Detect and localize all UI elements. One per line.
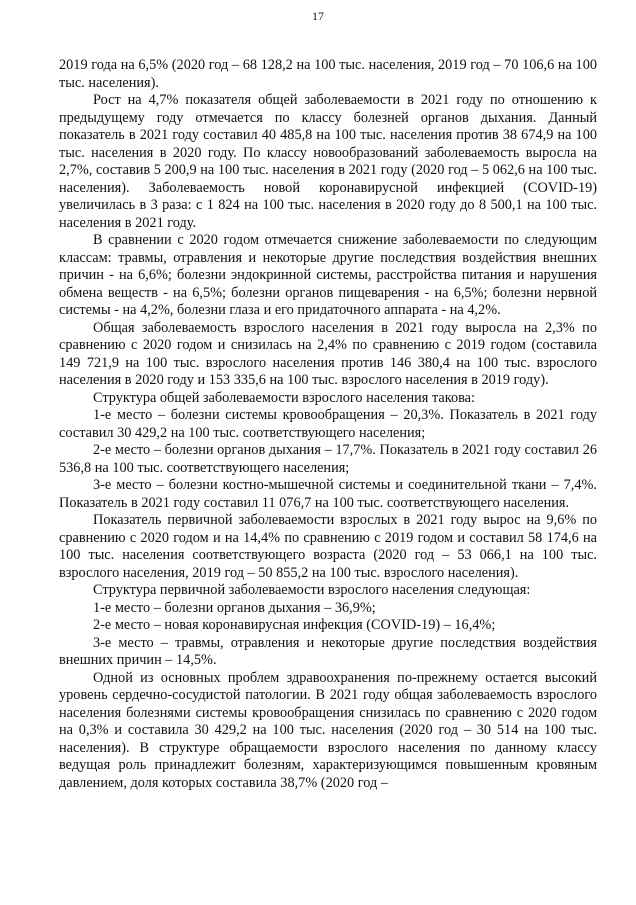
paragraph-cardiovascular: Одной из основных проблем здравоохранения по-прежнему остается высокий уровень сердечно-сосудистой патологии. В 2021 году общая заболеваемость взрослого населения болезнями системы кровообращения снизилась по сравнению с 2020 годом на 0,3% и составила 30 429,2 на 100 тыс. населения (2020 год – 30 514 на 100 тыс. населения). В структуре обращаемости взрослого населения по данному классу ведущая роль принадлежит болезням, характеризующимся повышенным кровяным давлением, доля которых составила 38,7% (2020 год – [59,669,597,791]
list-item-second-place: 2-е место – болезни органов дыхания – 17,7%. Показатель в 2021 году составил 26 536,8 на 100 тыс. соответствующего населения; [59,442,597,476]
list-item-primary-third: 3-е место – травмы, отравления и некоторые другие последствия воздействия внешних причин – 14,5%. [59,634,597,668]
paragraph-primary-structure-heading: Структура первичной заболеваемости взрослого населения следующая: [93,582,531,598]
paragraph-primary-morbidity: Показатель первичной заболеваемости взрослых в 2021 году вырос на 9,6% по сравнению с 2020 годом и на 14,4% по сравнению с 2019 годом и составил 58 174,6 на 100 тыс. населения соответствующего возраста (2020 год – 53 066,1 на 100 тыс. взрослого населения, 2019 год – 50 855,2 на 100 тыс. взрослого населения). [59,512,597,581]
list-item-third-place: 3-е место – болезни костно-мышечной системы и соединительной ткани – 7,4%. Показатель в 2021 году составил 11 076,7 на 100 тыс. соответствующего населения. [59,477,597,511]
list-item-first-place: 1-е место – болезни системы кровообращения – 20,3%. Показатель в 2021 году составил 30 429,2 на 100 тыс. соответствующего населения; [59,407,597,441]
paragraph-decrease-classes: В сравнении с 2020 годом отмечается снижение заболеваемости по следующим классам: травмы, отравления и некоторые другие последствия воздействия внешних причин - на 6,6%; болезни эндокринной системы, расстройства питания и нарушения обмена веществ - на 6,5%; болезни органов пищеварения - на 6,5%; болезни нервной системы - на 4,2%, болезни глаза и его придаточного аппарата - на 4,2%. [59,232,597,318]
body-text [59,57,597,792]
list-item-primary-second: 2-е место – новая коронавирусная инфекция (COVID-19) – 16,4%; [93,617,496,633]
paragraph-adult-morbidity: Общая заболеваемость взрослого населения в 2021 году выросла на 2,3% по сравнению с 2020 годом и снизилась на 2,4% по сравнению с 2019 годом (составила 149 721,9 на 100 тыс. взрослого населения против 146 380,4 на 100 тыс. взрослого населения в 2020 году и 153 335,6 на 100 тыс. взрослого населения в 2019 году). [59,319,597,388]
paragraph-respiratory-growth: Рост на 4,7% показателя общей заболеваемости в 2021 году по отношению к предыдущему году отмечается по классу болезней органов дыхания. Данный показатель в 2021 году составил 40 485,8 на 100 тыс. населения против 38 674,9 на 100 тыс. населения в 2020 году. По классу новообразований заболеваемость выросла на 2,7%, составив 5 200,9 на 100 тыс. населения в 2021 году (2020 год – 5 062,6 на 100 тыс. населения). Заболеваемость новой коронавирусной инфекцией (COVID-19) увеличилась в 3 раза: с 1 824 на 100 тыс. населения в 2020 году до 8 500,1 на 100 тыс. населения в 2021 году. [59,92,597,231]
page-number: 17 [312,9,324,23]
list-item-primary-first: 1-е место – болезни органов дыхания – 36,9%; [93,599,376,616]
paragraph-structure-heading: Структура общей заболеваемости взрослого населения такова: [93,389,475,406]
paragraph-continuation: 2019 года на 6,5% (2020 год – 68 128,2 на 100 тыс. населения, 2019 год – 70 106,6 на 100 тыс. населения). [59,57,597,91]
